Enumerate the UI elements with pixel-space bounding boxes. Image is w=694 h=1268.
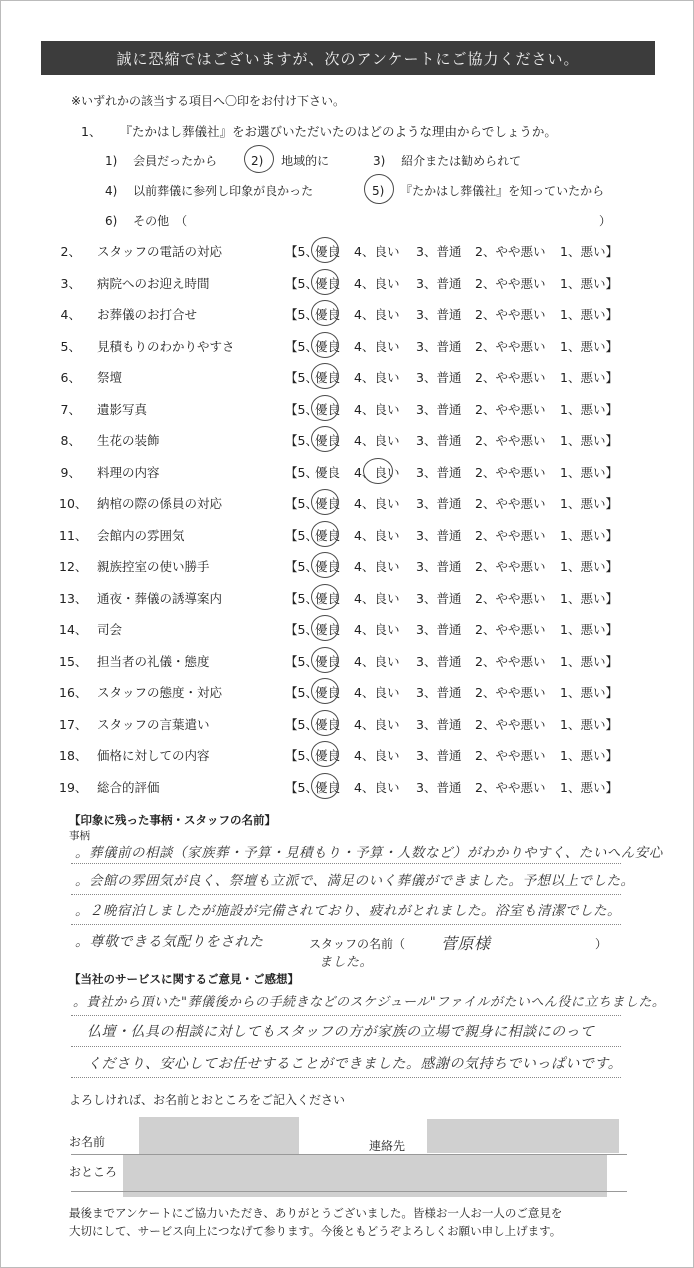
- scale-option[interactable]: 優良: [315, 370, 341, 385]
- scale-option[interactable]: 3、普通: [416, 685, 462, 700]
- question-label: 生花の装飾: [97, 433, 160, 448]
- rating-row: [1, 620, 693, 640]
- closing-line-2: 大切にして、サービス向上につなげて参ります。今後ともどうぞよろしくお願い申し上げます。: [69, 1224, 562, 1238]
- scale-option[interactable]: 3、普通: [416, 402, 462, 417]
- phone-field-redacted[interactable]: [427, 1119, 619, 1153]
- rating-row: [1, 589, 693, 609]
- scale-option[interactable]: 2、やや悪い: [475, 496, 546, 511]
- scale-option[interactable]: 3、普通: [416, 307, 462, 322]
- staff-name-label: スタッフの名前（: [309, 937, 406, 951]
- scale-open: 【5、: [285, 717, 318, 732]
- scale-option[interactable]: 2、やや悪い: [475, 717, 546, 732]
- opinion-line-2: 仏壇・仏具の相談に対してもスタッフの方が家族の立場で親身に相談にのって: [87, 1024, 595, 1040]
- scale-option[interactable]: 4、良い: [354, 622, 400, 637]
- scale-option[interactable]: 2、やや悪い: [475, 370, 546, 385]
- option-label: 紹介または勧められて: [401, 154, 522, 168]
- scale-option[interactable]: 1、悪い】: [560, 559, 618, 574]
- question-number: 4、: [60, 307, 81, 322]
- phone-label: 連絡先: [369, 1139, 406, 1153]
- question-label: 納棺の際の係員の対応: [97, 496, 223, 511]
- selection-circle: [311, 710, 339, 736]
- scale-option[interactable]: 1、悪い】: [560, 339, 618, 354]
- option-label: 『たかはし葬儀社』を知っていたから: [400, 184, 605, 198]
- scale-option[interactable]: 2、やや悪い: [475, 748, 546, 763]
- staff-name-close: ）: [595, 937, 608, 951]
- closing-line-1: 最後までアンケートにご協力いただき、ありがとうございました。皆様お一人お一人のご意見を: [69, 1206, 563, 1220]
- scale-open: 【5、: [285, 622, 318, 637]
- opinion-heading: 【当社のサービスに関するご意見・ご感想】: [69, 972, 299, 986]
- impression-line-1: 。葬儀前の相談（家族葬・予算・見積もり・予算・人数など）がわかりやすく、たいへん安心: [75, 845, 663, 861]
- rating-row: [1, 652, 693, 672]
- contact-prompt: よろしければ、お名前とおところをご記入ください: [69, 1093, 346, 1107]
- question-number: 5、: [60, 339, 81, 354]
- scale-option[interactable]: 2、やや悪い: [475, 307, 546, 322]
- scale-option[interactable]: 3、普通: [416, 591, 462, 606]
- scale-option[interactable]: 2、やや悪い: [475, 780, 546, 795]
- scale-option[interactable]: 優良: [315, 528, 341, 543]
- scale-option[interactable]: 2、やや悪い: [475, 685, 546, 700]
- scale-option[interactable]: 2、やや悪い: [475, 654, 546, 669]
- rating-row: [1, 463, 693, 483]
- question-label: 親族控室の使い勝手: [97, 559, 210, 574]
- scale-open: 【5、: [285, 748, 318, 763]
- scale-option[interactable]: 2、やや悪い: [475, 433, 546, 448]
- scale-option[interactable]: 2、やや悪い: [475, 402, 546, 417]
- selection-circle: [311, 363, 339, 389]
- rating-row: [1, 526, 693, 546]
- scale-open: 【5、: [285, 244, 318, 259]
- option-label: その他 （: [133, 214, 188, 228]
- scale-option[interactable]: 優良: [315, 591, 341, 606]
- question-number: 14、: [59, 622, 88, 637]
- scale-option[interactable]: 優良: [315, 465, 341, 480]
- scale-option[interactable]: 2、やや悪い: [475, 465, 546, 480]
- question-number: 2、: [60, 244, 81, 259]
- scale-option[interactable]: 1、悪い】: [560, 528, 618, 543]
- scale-option[interactable]: 4、良い: [354, 402, 400, 417]
- q1-option-3[interactable]: [373, 152, 521, 169]
- q1-text: 『たかはし葬儀社』をお選びいただいたのはどのような理由からでしょうか。: [119, 124, 557, 139]
- scale-option[interactable]: 3、普通: [416, 244, 462, 259]
- question-number: 17、: [59, 717, 88, 732]
- scale-option[interactable]: 4、良い: [354, 748, 400, 763]
- option-number: 6): [105, 214, 118, 228]
- scale-option[interactable]: 1、悪い】: [560, 244, 618, 259]
- scale-option[interactable]: 3、普通: [416, 339, 462, 354]
- selection-circle: [363, 458, 393, 484]
- scale-option[interactable]: 優良: [315, 433, 341, 448]
- rating-row: [1, 368, 693, 388]
- question-label: 司会: [97, 622, 123, 637]
- selection-circle: [311, 332, 339, 358]
- scale-option[interactable]: 3、普通: [416, 528, 462, 543]
- question-number: 7、: [60, 402, 81, 417]
- scale-option[interactable]: 2、やや悪い: [475, 559, 546, 574]
- scale-option[interactable]: 3、普通: [416, 276, 462, 291]
- selection-circle: [311, 647, 339, 673]
- rating-row: [1, 400, 693, 420]
- q1-option-1[interactable]: [105, 152, 217, 169]
- selection-circle: [311, 395, 339, 421]
- selection-circle: [311, 269, 339, 295]
- option-number: 2): [251, 154, 264, 168]
- scale-option[interactable]: 3、普通: [416, 780, 462, 795]
- scale-option[interactable]: 優良: [315, 244, 341, 259]
- question-number: 11、: [59, 528, 88, 543]
- scale-option[interactable]: 1、悪い】: [560, 748, 618, 763]
- scale-option[interactable]: 3、普通: [416, 717, 462, 732]
- question-number: 12、: [59, 559, 88, 574]
- scale-option[interactable]: 3、普通: [416, 433, 462, 448]
- question-label: 遺影写真: [97, 402, 148, 417]
- scale-open: 【5、: [285, 528, 318, 543]
- writing-line: [71, 924, 621, 925]
- scale-option[interactable]: 3、普通: [416, 496, 462, 511]
- q1-option-5[interactable]: [372, 182, 604, 199]
- option-number: 1): [105, 154, 118, 168]
- selection-circle: [364, 174, 394, 204]
- scale-option[interactable]: 2、やや悪い: [475, 591, 546, 606]
- impression-line-2: 。会館の雰囲気が良く、祭壇も立派で、満足のいく葬儀ができました。予想以上でした。: [75, 873, 635, 889]
- selection-circle: [311, 741, 339, 767]
- scale-open: 【5、: [285, 559, 318, 574]
- scale-option[interactable]: 2、やや悪い: [475, 528, 546, 543]
- scale-option[interactable]: 3、普通: [416, 465, 462, 480]
- scale-option[interactable]: 4、良い: [354, 496, 400, 511]
- question-label: 祭壇: [97, 370, 123, 385]
- instruction-text: ※いずれかの該当する項目へ〇印をお付け下さい。: [71, 94, 346, 108]
- scale-option[interactable]: 1、悪い】: [560, 622, 618, 637]
- q1-number: 1、: [81, 124, 102, 139]
- scale-open: 【5、: [285, 370, 318, 385]
- name-label: お名前: [69, 1135, 106, 1149]
- question-number: 15、: [59, 654, 88, 669]
- scale-option[interactable]: 優良: [315, 559, 341, 574]
- scale-open: 【5、: [285, 780, 318, 795]
- question-label: スタッフの言葉遣い: [97, 717, 210, 732]
- scale-option[interactable]: 優良: [315, 748, 341, 763]
- scale-option[interactable]: 4、良い: [354, 276, 400, 291]
- scale-option[interactable]: 3、普通: [416, 748, 462, 763]
- rating-row: [1, 683, 693, 703]
- scale-option[interactable]: 優良: [315, 654, 341, 669]
- selection-circle: [311, 300, 339, 326]
- writing-line: [71, 863, 621, 864]
- option-label: 以前葬儀に参列し印象が良かった: [133, 184, 314, 198]
- scale-option[interactable]: 2、やや悪い: [475, 339, 546, 354]
- impression-line-3: 。２晩宿泊しましたが施設が完備されており、疲れがとれました。浴室も清潔でした。: [75, 903, 621, 919]
- rating-row: [1, 274, 693, 294]
- scale-open: 【5、: [285, 591, 318, 606]
- scale-open: 【5、: [285, 433, 318, 448]
- question-number: 9、: [60, 465, 81, 480]
- question-number: 6、: [60, 370, 81, 385]
- scale-option[interactable]: 3、普通: [416, 370, 462, 385]
- option-label: 地域的に: [281, 154, 330, 168]
- scale-option[interactable]: 1、悪い】: [560, 685, 618, 700]
- scale-option[interactable]: 優良: [315, 276, 341, 291]
- scale-option[interactable]: 1、悪い】: [560, 591, 618, 606]
- rating-row: [1, 494, 693, 514]
- scale-option[interactable]: 4、良い: [354, 780, 400, 795]
- option-number: 4): [105, 184, 118, 198]
- scale-option[interactable]: 4、良い: [354, 370, 400, 385]
- scale-option[interactable]: 4、良い: [354, 307, 400, 322]
- scale-option[interactable]: 1、悪い】: [560, 370, 618, 385]
- address-label: おところ: [69, 1165, 118, 1179]
- question-label: 通夜・葬儀の誘導案内: [97, 591, 223, 606]
- writing-line: [71, 894, 621, 895]
- scale-option[interactable]: 2、やや悪い: [475, 244, 546, 259]
- opinion-line-3: くださり、安心してお任せすることができました。感謝の気持ちでいっぱいです。: [87, 1056, 623, 1072]
- writing-line: [71, 1077, 621, 1078]
- scale-option[interactable]: 1、悪い】: [560, 496, 618, 511]
- rating-row: [1, 746, 693, 766]
- scale-option[interactable]: 1、悪い】: [560, 780, 618, 795]
- scale-option[interactable]: 4、良い: [354, 339, 400, 354]
- scale-option[interactable]: 2、やや悪い: [475, 622, 546, 637]
- q1-question: [81, 122, 557, 140]
- scale-option[interactable]: 3、普通: [416, 559, 462, 574]
- question-label: お葬儀のお打合せ: [97, 307, 198, 322]
- scale-option[interactable]: 4、良い: [354, 717, 400, 732]
- scale-option[interactable]: 1、悪い】: [560, 307, 618, 322]
- question-label: スタッフの態度・対応: [97, 685, 223, 700]
- scale-open: 【5、: [285, 402, 318, 417]
- rating-row: [1, 778, 693, 798]
- question-label: 会館内の雰囲気: [97, 528, 185, 543]
- selection-circle: [311, 237, 339, 263]
- question-number: 16、: [59, 685, 88, 700]
- scale-option[interactable]: 1、悪い】: [560, 654, 618, 669]
- question-number: 19、: [59, 780, 88, 795]
- scale-option[interactable]: 4、良い: [354, 685, 400, 700]
- impression-sub-label: 事柄: [69, 830, 90, 842]
- question-number: 18、: [59, 748, 88, 763]
- scale-option[interactable]: 3、普通: [416, 654, 462, 669]
- opinion-line-1: 。貴社から頂いた"葬儀後からの手続きなどのスケジュール"ファイルがたいへん役に立ちました。: [73, 995, 666, 1010]
- q1-option-6-close: ）: [599, 214, 612, 228]
- question-label: 料理の内容: [97, 465, 160, 480]
- q1-option-6[interactable]: [105, 212, 187, 229]
- scale-option[interactable]: 1、悪い】: [560, 402, 618, 417]
- scale-option[interactable]: 優良: [315, 780, 341, 795]
- question-number: 8、: [60, 433, 81, 448]
- selection-circle: [311, 552, 339, 578]
- rating-row: [1, 337, 693, 357]
- survey-title: 誠に恐縮ではございますが、次のアンケートにご協力ください。: [41, 41, 655, 75]
- scale-open: 【5、: [285, 339, 318, 354]
- selection-circle: [311, 521, 339, 547]
- scale-option[interactable]: 優良: [315, 307, 341, 322]
- contact-line: [71, 1191, 627, 1192]
- impression-heading: 【印象に残った事柄・スタッフの名前】: [69, 813, 276, 827]
- scale-option[interactable]: 優良: [315, 685, 341, 700]
- scale-option[interactable]: 4、良い: [354, 433, 400, 448]
- scale-option[interactable]: 2、やや悪い: [475, 276, 546, 291]
- scale-option[interactable]: 優良: [315, 339, 341, 354]
- question-number: 3、: [60, 276, 81, 291]
- selection-circle: [311, 773, 339, 799]
- scale-option[interactable]: 4、良い: [354, 654, 400, 669]
- question-label: 総合的評価: [97, 780, 160, 795]
- writing-line: [71, 1015, 621, 1016]
- selection-circle: [311, 678, 339, 704]
- writing-line: [71, 1046, 621, 1047]
- rating-row: [1, 305, 693, 325]
- question-number: 13、: [59, 591, 88, 606]
- selection-circle: [244, 145, 274, 173]
- impression-line-4: 。尊敬できる気配りをされた: [75, 934, 264, 950]
- scale-option[interactable]: 優良: [315, 402, 341, 417]
- scale-open: 【5、: [285, 654, 318, 669]
- staff-name-value: 菅原様: [441, 934, 491, 953]
- scale-option[interactable]: 優良: [315, 717, 341, 732]
- option-number: 3): [373, 154, 386, 168]
- question-label: スタッフの電話の対応: [97, 244, 223, 259]
- scale-option[interactable]: 優良: [315, 622, 341, 637]
- scale-open: 【5、: [285, 496, 318, 511]
- question-number: 10、: [59, 496, 88, 511]
- rating-row: [1, 715, 693, 735]
- selection-circle: [311, 584, 339, 610]
- scale-option[interactable]: 1、悪い】: [560, 433, 618, 448]
- scale-option[interactable]: 4、良い: [354, 559, 400, 574]
- scale-option[interactable]: 1、悪い】: [560, 276, 618, 291]
- question-label: 見積もりのわかりやすさ: [97, 339, 235, 354]
- option-number: 5): [372, 184, 385, 198]
- scale-option[interactable]: 4、良い: [354, 244, 400, 259]
- scale-option[interactable]: 優良: [315, 496, 341, 511]
- selection-circle: [311, 615, 339, 641]
- scale-option[interactable]: 1、悪い】: [560, 465, 618, 480]
- option-label: 会員だったから: [133, 154, 218, 168]
- scale-open: 【5、: [285, 465, 318, 480]
- rating-row: [1, 242, 693, 262]
- scale-option[interactable]: 4、良い: [354, 528, 400, 543]
- scale-option[interactable]: 3、普通: [416, 622, 462, 637]
- rating-row: [1, 431, 693, 451]
- scale-open: 【5、: [285, 276, 318, 291]
- scale-open: 【5、: [285, 685, 318, 700]
- selection-circle: [311, 426, 339, 452]
- question-label: 病院へのお迎え時間: [97, 276, 210, 291]
- question-label: 担当者の礼儀・態度: [97, 654, 210, 669]
- question-label: 価格に対しての内容: [97, 748, 210, 763]
- rating-row: [1, 557, 693, 577]
- scale-option[interactable]: 1、悪い】: [560, 717, 618, 732]
- scale-open: 【5、: [285, 307, 318, 322]
- selection-circle: [311, 489, 339, 515]
- scale-option[interactable]: 4、良い: [354, 591, 400, 606]
- q1-option-4[interactable]: [105, 182, 313, 199]
- scale-option[interactable]: 4、良い: [354, 465, 400, 480]
- impression-line-5: ました。: [319, 955, 374, 970]
